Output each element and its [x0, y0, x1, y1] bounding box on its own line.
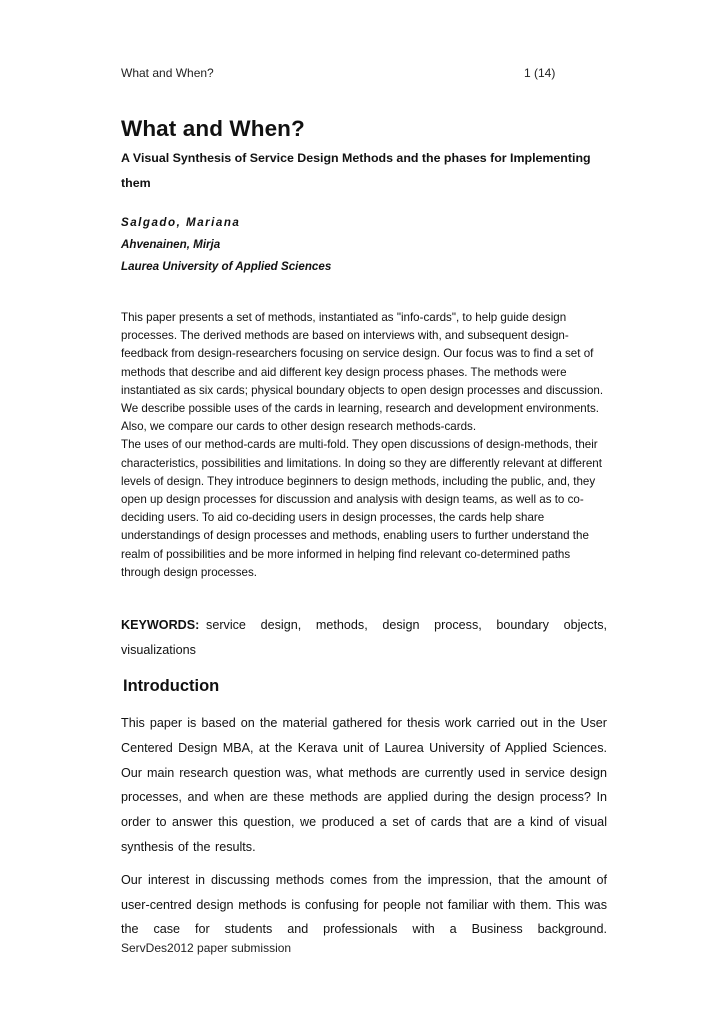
keywords — [121, 613, 607, 662]
author-2: Ahvenainen, Mirja — [121, 238, 221, 251]
page-number: 1 (14) — [524, 66, 556, 80]
running-header-title: What and When? — [121, 66, 214, 80]
section-heading-introduction: Introduction — [123, 677, 220, 695]
abstract — [121, 309, 607, 582]
keywords-label: KEYWORDS: — [121, 618, 200, 632]
abstract-paragraph: This paper presents a set of methods, instantiated as "info-cards", to help guide design processes. The derived methods are based on interviews with, and subsequent design-feedback from design-researchers focusing on service design. Our focus was to find a set of methods that describe and aid different key design process phases. The methods were instantiated as six cards; physical boundary objects to open design processes and discussion. — [121, 311, 604, 397]
abstract-paragraph: The uses of our method-cards are multi-fold. They open discussions of design-methods, their characteristics, possibilities and limitations. In doing so they are differently relevant at different levels of design. They introduce beginners to design methods, including the public, and, they open up design processes for discussion and analysis with design teams, as well as to co-deciding users. To aid co-deciding users in design processes, the cards help share understandings of design processes and methods, enabling users to further understand the realm of possibilities and be more informed in helping find relevant co-determined paths through design processes. — [121, 438, 602, 579]
paper-subtitle: A Visual Synthesis of Service Design Methods and the phases for Implementing them — [121, 151, 591, 190]
keywords-text: service design, methods, design process, boundary objects, visualizations — [121, 618, 607, 657]
paper-title: What and When? — [121, 116, 305, 141]
author-1: Salgado, Mariana — [121, 216, 241, 229]
page-footer: ServDes2012 paper submission — [121, 941, 292, 955]
introduction-body — [121, 711, 607, 950]
body-paragraph: This paper is based on the material gathered for thesis work carried out in the User Centered Design MBA, at the Kerava unit of Laurea University of Applied Sciences. Our main research question was, what methods are currently used in service design processes, and when are these methods are applied during the design process? In order to answer this question, we produced a set of cards that are a kind of visual synthesis of the results. — [121, 716, 607, 854]
abstract-paragraph: We describe possible uses of the cards in learning, research and development environments. Also, we compare our cards to other design research methods-cards. — [121, 402, 599, 434]
affiliation: Laurea University of Applied Sciences — [121, 260, 332, 273]
author-block — [121, 212, 607, 278]
body-paragraph: Our interest in discussing methods comes from the impression, that the amount of user-centred design methods is confusing for people not familiar with them. This was the case for students and professionals with a Business background. — [121, 872, 607, 937]
